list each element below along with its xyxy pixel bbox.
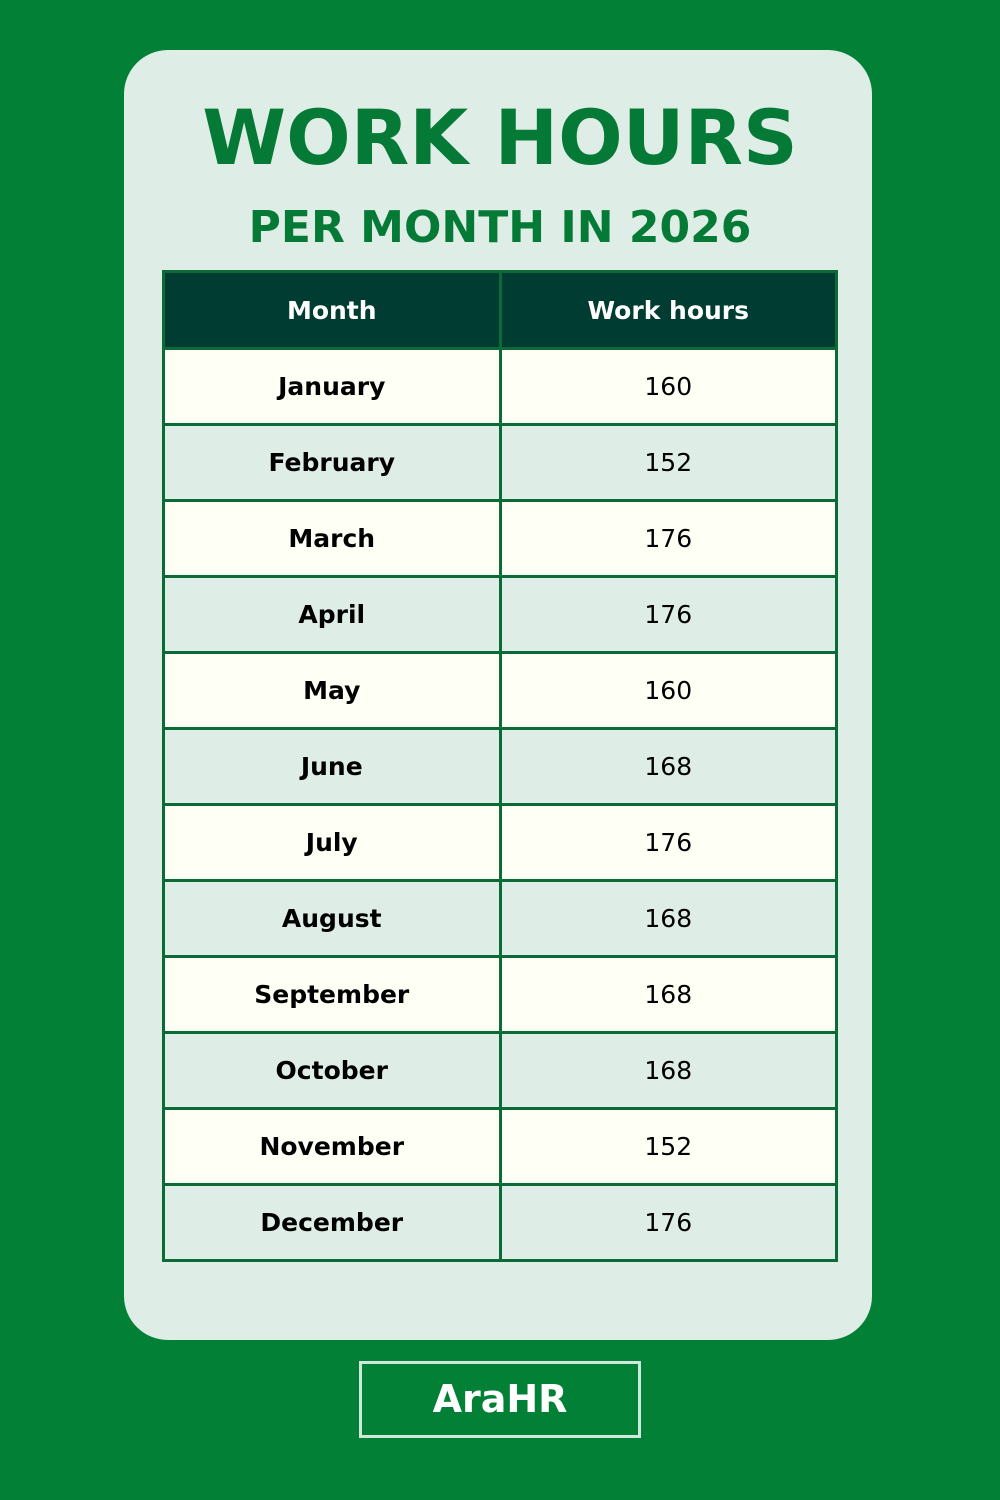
month-cell: October xyxy=(164,1033,501,1109)
table-row xyxy=(164,1185,837,1261)
page-subtitle: PER MONTH IN 2026 xyxy=(248,202,752,253)
month-cell: June xyxy=(164,729,501,805)
month-cell: December xyxy=(164,1185,501,1261)
month-cell: August xyxy=(164,881,501,957)
month-cell: September xyxy=(164,957,501,1033)
table-row xyxy=(164,957,837,1033)
table-row xyxy=(164,1033,837,1109)
month-cell: February xyxy=(164,425,501,501)
table-row xyxy=(164,805,837,881)
table-row xyxy=(164,653,837,729)
month-cell: April xyxy=(164,577,501,653)
brand-logo: AraHR xyxy=(359,1361,641,1438)
hours-cell: 152 xyxy=(500,1109,837,1185)
table-row xyxy=(164,1109,837,1185)
month-cell: November xyxy=(164,1109,501,1185)
hours-cell: 168 xyxy=(500,1033,837,1109)
table-row xyxy=(164,425,837,501)
table-row xyxy=(164,881,837,957)
month-cell: January xyxy=(164,349,501,425)
table-row xyxy=(164,349,837,425)
column-header-work-hours: Work hours xyxy=(500,272,837,349)
hours-cell: 168 xyxy=(500,881,837,957)
month-cell: May xyxy=(164,653,501,729)
hours-cell: 176 xyxy=(500,805,837,881)
hours-cell: 152 xyxy=(500,425,837,501)
hours-cell: 176 xyxy=(500,501,837,577)
table-header-row xyxy=(164,272,837,349)
table-row xyxy=(164,577,837,653)
table-row xyxy=(164,729,837,805)
hours-cell: 176 xyxy=(500,1185,837,1261)
table-row xyxy=(164,501,837,577)
hours-cell: 168 xyxy=(500,729,837,805)
page-title: WORK HOURS xyxy=(202,93,798,182)
column-header-month: Month xyxy=(164,272,501,349)
hours-cell: 160 xyxy=(500,653,837,729)
hours-cell: 160 xyxy=(500,349,837,425)
work-hours-table xyxy=(162,270,838,1262)
hours-cell: 176 xyxy=(500,577,837,653)
month-cell: March xyxy=(164,501,501,577)
month-cell: July xyxy=(164,805,501,881)
hours-cell: 168 xyxy=(500,957,837,1033)
